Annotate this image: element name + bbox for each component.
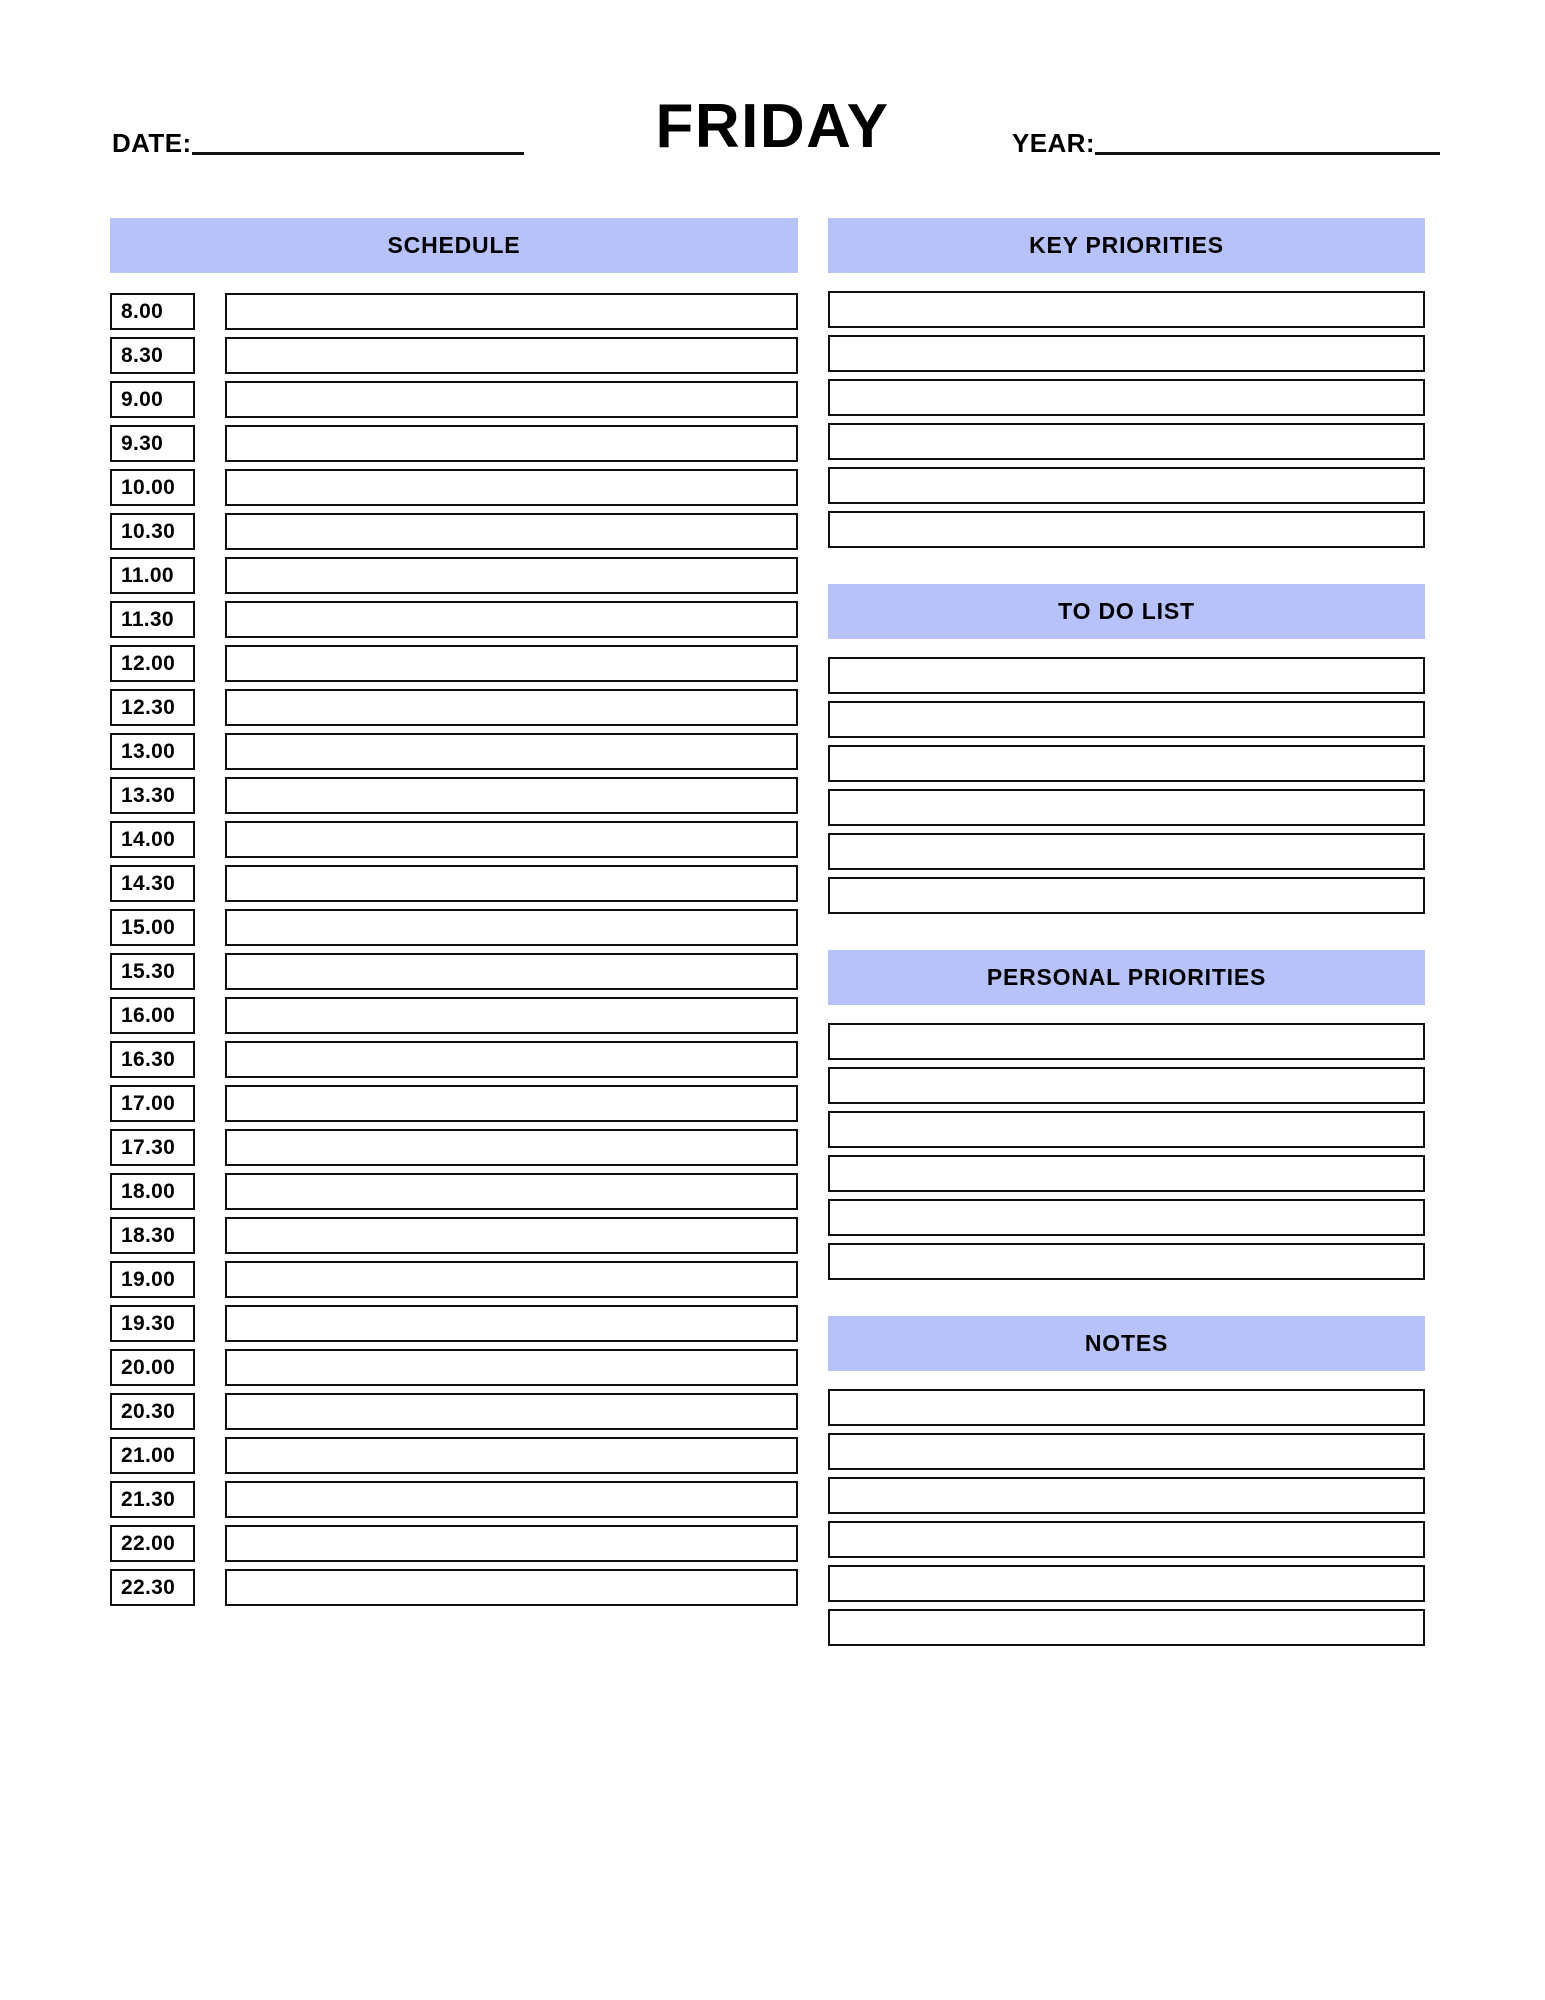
- notes-field[interactable]: [828, 1521, 1425, 1558]
- schedule-entry-field[interactable]: [225, 953, 798, 990]
- schedule-row: [110, 513, 798, 550]
- schedule-entry-field[interactable]: [225, 1481, 798, 1518]
- schedule-row: [110, 645, 798, 682]
- schedule-row: [110, 1217, 798, 1254]
- schedule-entry-field[interactable]: [225, 1437, 798, 1474]
- schedule-entry-field[interactable]: [225, 1305, 798, 1342]
- schedule-time-label: 20.30: [110, 1393, 195, 1430]
- notes-field[interactable]: [828, 1565, 1425, 1602]
- schedule-time-label: 12.00: [110, 645, 195, 682]
- to-do-item-field[interactable]: [828, 701, 1425, 738]
- schedule-time-label: 21.30: [110, 1481, 195, 1518]
- schedule-row: [110, 557, 798, 594]
- to-do-item-field[interactable]: [828, 657, 1425, 694]
- schedule-row: [110, 1085, 798, 1122]
- schedule-entry-field[interactable]: [225, 293, 798, 330]
- schedule-entry-field[interactable]: [225, 1217, 798, 1254]
- schedule-entry-field[interactable]: [225, 1041, 798, 1078]
- schedule-row: [110, 909, 798, 946]
- schedule-entry-field[interactable]: [225, 1349, 798, 1386]
- schedule-entry-field[interactable]: [225, 601, 798, 638]
- schedule-entry-field[interactable]: [225, 513, 798, 550]
- schedule-row: [110, 337, 798, 374]
- schedule-entry-field[interactable]: [225, 997, 798, 1034]
- schedule-entry-field[interactable]: [225, 1569, 798, 1606]
- schedule-entry-field[interactable]: [225, 689, 798, 726]
- personal-priority-field[interactable]: [828, 1243, 1425, 1280]
- schedule-row: [110, 1569, 798, 1606]
- schedule-entry-field[interactable]: [225, 381, 798, 418]
- schedule-time-label: 10.00: [110, 469, 195, 506]
- year-label: YEAR:: [1012, 128, 1095, 158]
- personal-priorities-heading: PERSONAL PRIORITIES: [828, 950, 1425, 1005]
- schedule-row: [110, 1437, 798, 1474]
- schedule-time-label: 17.00: [110, 1085, 195, 1122]
- key-priority-field[interactable]: [828, 291, 1425, 328]
- notes-heading: NOTES: [828, 1316, 1425, 1371]
- key-priority-field[interactable]: [828, 379, 1425, 416]
- personal-priority-field[interactable]: [828, 1023, 1425, 1060]
- schedule-row: [110, 425, 798, 462]
- schedule-time-label: 9.00: [110, 381, 195, 418]
- key-priorities-heading: KEY PRIORITIES: [828, 218, 1425, 273]
- schedule-entry-field[interactable]: [225, 1393, 798, 1430]
- schedule-row: [110, 1481, 798, 1518]
- schedule-row: [110, 1525, 798, 1562]
- schedule-time-label: 13.30: [110, 777, 195, 814]
- schedule-time-label: 15.30: [110, 953, 195, 990]
- personal-priority-field[interactable]: [828, 1067, 1425, 1104]
- key-priorities-list: [828, 291, 1425, 548]
- date-label: DATE:: [112, 128, 192, 158]
- schedule-time-label: 19.30: [110, 1305, 195, 1342]
- schedule-row: [110, 381, 798, 418]
- schedule-row: [110, 733, 798, 770]
- schedule-row: [110, 1129, 798, 1166]
- schedule-time-label: 16.00: [110, 997, 195, 1034]
- schedule-time-label: 18.30: [110, 1217, 195, 1254]
- to-do-item-field[interactable]: [828, 789, 1425, 826]
- key-priority-field[interactable]: [828, 511, 1425, 548]
- schedule-time-label: 10.30: [110, 513, 195, 550]
- year-field[interactable]: [1012, 130, 1440, 158]
- notes-list: [828, 1389, 1425, 1646]
- schedule-entry-field[interactable]: [225, 425, 798, 462]
- schedule-row: [110, 865, 798, 902]
- schedule-entry-field[interactable]: [225, 733, 798, 770]
- schedule-time-label: 15.00: [110, 909, 195, 946]
- to-do-list-heading: TO DO LIST: [828, 584, 1425, 639]
- schedule-time-label: 17.30: [110, 1129, 195, 1166]
- schedule-entry-field[interactable]: [225, 909, 798, 946]
- schedule-entry-field[interactable]: [225, 1129, 798, 1166]
- schedule-entry-field[interactable]: [225, 865, 798, 902]
- schedule-row: [110, 1261, 798, 1298]
- to-do-item-field[interactable]: [828, 833, 1425, 870]
- schedule-time-label: 21.00: [110, 1437, 195, 1474]
- personal-priority-field[interactable]: [828, 1155, 1425, 1192]
- schedule-time-label: 19.00: [110, 1261, 195, 1298]
- schedule-entry-field[interactable]: [225, 337, 798, 374]
- schedule-row: [110, 777, 798, 814]
- to-do-list: [828, 657, 1425, 914]
- key-priority-field[interactable]: [828, 423, 1425, 460]
- schedule-row: [110, 1393, 798, 1430]
- schedule-time-label: 14.30: [110, 865, 195, 902]
- notes-field[interactable]: [828, 1609, 1425, 1646]
- schedule-row-list: [110, 293, 798, 1606]
- schedule-time-label: 12.30: [110, 689, 195, 726]
- year-write-line[interactable]: [1095, 152, 1440, 155]
- key-priority-field[interactable]: [828, 467, 1425, 504]
- schedule-row: [110, 1349, 798, 1386]
- schedule-row: [110, 997, 798, 1034]
- schedule-row: [110, 1173, 798, 1210]
- schedule-time-label: 18.00: [110, 1173, 195, 1210]
- schedule-entry-field[interactable]: [225, 469, 798, 506]
- schedule-time-label: 9.30: [110, 425, 195, 462]
- page-header: [0, 92, 1545, 161]
- schedule-time-label: 8.00: [110, 293, 195, 330]
- schedule-entry-field[interactable]: [225, 645, 798, 682]
- to-do-item-field[interactable]: [828, 877, 1425, 914]
- notes-field[interactable]: [828, 1433, 1425, 1470]
- schedule-row: [110, 1305, 798, 1342]
- schedule-entry-field[interactable]: [225, 557, 798, 594]
- schedule-time-label: 8.30: [110, 337, 195, 374]
- sidebar-column: [828, 218, 1425, 1653]
- schedule-time-label: 13.00: [110, 733, 195, 770]
- schedule-row: [110, 1041, 798, 1078]
- schedule-row: [110, 469, 798, 506]
- to-do-item-field[interactable]: [828, 745, 1425, 782]
- schedule-time-label: 22.30: [110, 1569, 195, 1606]
- schedule-time-label: 16.30: [110, 1041, 195, 1078]
- schedule-time-label: 14.00: [110, 821, 195, 858]
- schedule-entry-field[interactable]: [225, 1085, 798, 1122]
- personal-priorities-list: [828, 1023, 1425, 1280]
- schedule-entry-field[interactable]: [225, 1525, 798, 1562]
- key-priority-field[interactable]: [828, 335, 1425, 372]
- schedule-row: [110, 821, 798, 858]
- personal-priority-field[interactable]: [828, 1111, 1425, 1148]
- schedule-column: [110, 218, 798, 1613]
- schedule-time-label: 11.30: [110, 601, 195, 638]
- schedule-row: [110, 601, 798, 638]
- schedule-time-label: 11.00: [110, 557, 195, 594]
- schedule-row: [110, 953, 798, 990]
- schedule-row: [110, 293, 798, 330]
- schedule-row: [110, 689, 798, 726]
- notes-field[interactable]: [828, 1389, 1425, 1426]
- schedule-time-label: 22.00: [110, 1525, 195, 1562]
- personal-priority-field[interactable]: [828, 1199, 1425, 1236]
- schedule-entry-field[interactable]: [225, 777, 798, 814]
- schedule-time-label: 20.00: [110, 1349, 195, 1386]
- notes-field[interactable]: [828, 1477, 1425, 1514]
- schedule-entry-field[interactable]: [225, 1261, 798, 1298]
- schedule-entry-field[interactable]: [225, 1173, 798, 1210]
- schedule-heading: SCHEDULE: [110, 218, 798, 273]
- page-title: FRIDAY: [655, 92, 890, 161]
- schedule-entry-field[interactable]: [225, 821, 798, 858]
